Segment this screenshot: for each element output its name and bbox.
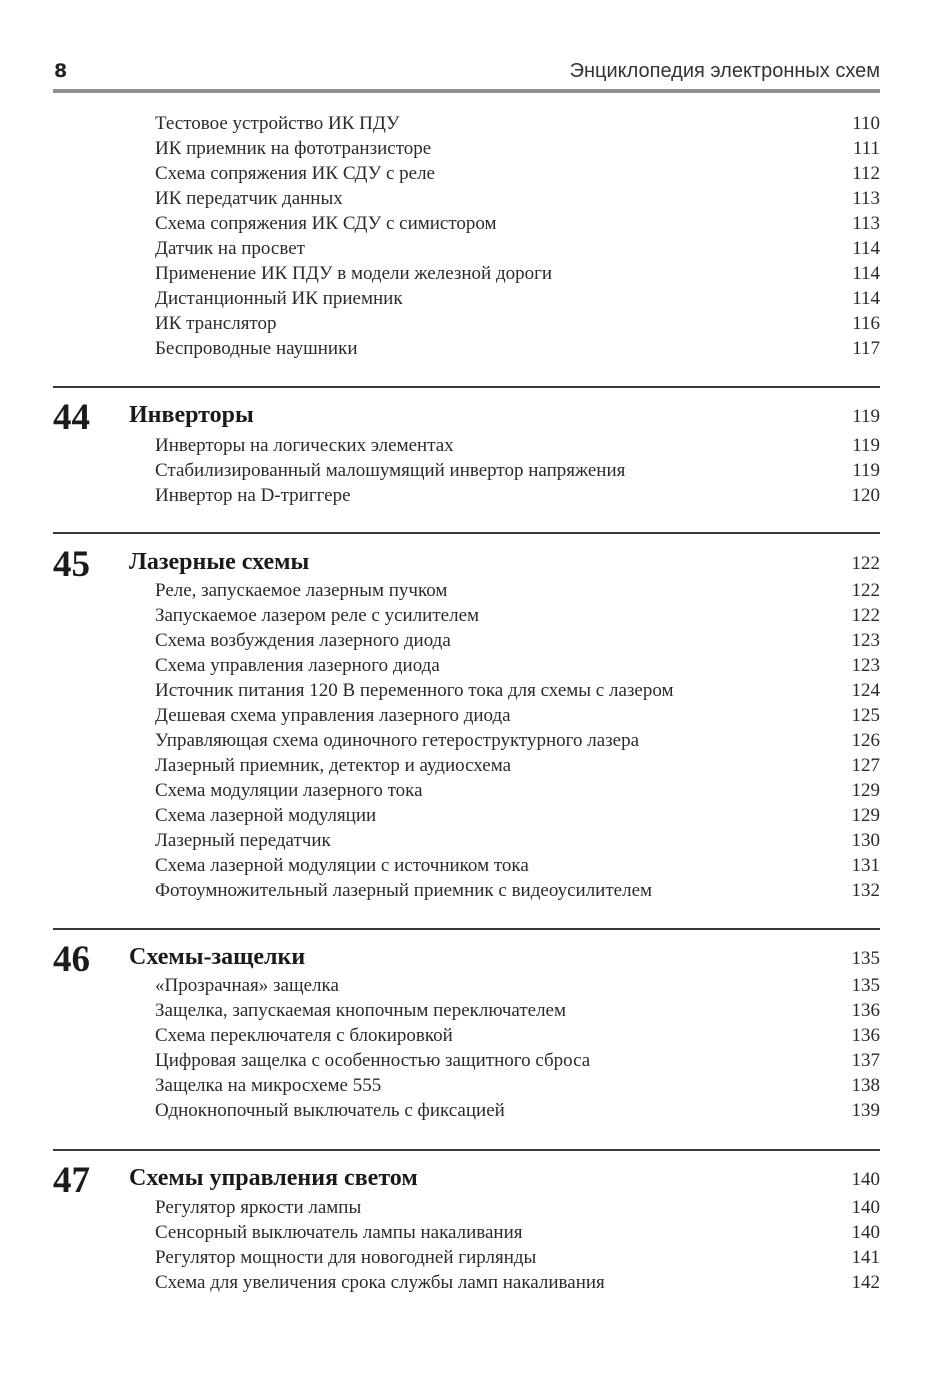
toc-entry [155,1270,880,1295]
header-rule [53,89,880,93]
toc-entry-page: 137 [851,1050,880,1071]
toc-entry-page: 129 [851,805,880,826]
toc-entry [155,1195,880,1220]
toc-entry [155,1048,880,1073]
toc-entry [155,186,880,211]
toc-entry-page: 141 [851,1247,880,1268]
toc-entry [155,853,880,878]
toc-entry-title: Схема для увеличения срока службы ламп накаливания [155,1272,605,1293]
page-number: 8 [54,60,68,82]
chapter-page: 140 [851,1169,880,1190]
chapter-title: Инверторы [129,402,254,428]
toc-entry [155,628,880,653]
toc-entry-page: 125 [851,705,880,726]
chapter-number: 46 [53,939,90,980]
toc-entry-page: 122 [851,580,880,601]
toc-entry-page: 140 [851,1222,880,1243]
chapter-page: 135 [851,948,880,969]
toc-entry-page: 116 [852,313,880,334]
chapter-title: Схемы управления светом [129,1165,418,1191]
toc-entry-page: 111 [852,138,880,159]
toc-entry-title: Датчик на просвет [155,238,305,259]
toc-entry [155,1023,880,1048]
toc-entry-title: Схема модуляции лазерного тока [155,780,423,801]
toc-entry-title: Защелка, запускаемая кнопочным переключателем [155,1000,567,1021]
chapter-title: Лазерные схемы [129,549,310,575]
toc-entry-title: Применение ИК ПДУ в модели железной дороги [155,263,553,284]
chapter-title: Схемы-защелки [129,944,306,970]
toc-entry-title: ИК передатчик данных [155,188,343,209]
toc-entry [155,703,880,728]
toc-entry-title: «Прозрачная» защелка [155,975,339,996]
toc-entry [155,803,880,828]
toc-entry-page: 123 [851,655,880,676]
toc-entry [155,111,880,136]
toc-entry-page: 132 [851,880,880,901]
toc-entry-title: Беспроводные наушники [155,338,358,359]
chapter-divider [53,386,880,388]
toc-entry-page: 122 [851,605,880,626]
toc-entry-title: Лазерный передатчик [155,830,331,851]
toc-entry [155,1073,880,1098]
toc-entry [155,778,880,803]
toc-entry [155,753,880,778]
toc-entry-page: 113 [852,188,880,209]
chapter-divider [53,1149,880,1151]
toc-entry [155,728,880,753]
toc-entry [155,311,880,336]
toc-entry-title: Управляющая схема одиночного гетероструктурного лазера [155,730,640,751]
toc-entry-page: 139 [851,1100,880,1121]
toc-entry-title: Схема возбуждения лазерного диода [155,630,451,651]
toc-entry-title: Дистанционный ИК приемник [155,288,403,309]
toc-entry [155,211,880,236]
toc-entry-title: Схема сопряжения ИК СДУ с реле [155,163,435,184]
toc-entry [155,483,880,508]
toc-entry-page: 130 [851,830,880,851]
chapter-number: 45 [53,544,90,585]
toc-entry [155,286,880,311]
toc-entry-title: Цифровая защелка с особенностью защитного сброса [155,1050,591,1071]
toc-entry [155,603,880,628]
toc-entry-page: 126 [851,730,880,751]
chapter-number: 47 [53,1160,90,1201]
toc-entry-title: Схема переключателя с блокировкой [155,1025,453,1046]
toc-entry-title: Инверторы на логических элементах [155,435,454,456]
toc-entry-title: Тестовое устройство ИК ПДУ [155,113,400,134]
toc-entry [155,136,880,161]
chapter-page: 122 [851,553,880,574]
toc-entry [155,1245,880,1270]
toc-entry-page: 129 [851,780,880,801]
toc-entry [155,1220,880,1245]
page-header [54,60,880,86]
toc-entry-title: Однокнопочный выключатель с фиксацией [155,1100,505,1121]
toc-entry-page: 110 [852,113,880,134]
toc-entry-page: 114 [852,238,880,259]
toc-entry-title: Стабилизированный малошумящий инвертор напряжения [155,460,626,481]
toc-entry [155,1098,880,1123]
toc-entry-page: 135 [851,975,880,996]
toc-entry [155,578,880,603]
toc-entry [155,261,880,286]
toc-entry-title: Схема управления лазерного диода [155,655,440,676]
toc-entry [155,653,880,678]
toc-entry-title: Инвертор на D-триггере [155,485,351,506]
toc-entry-page: 119 [852,435,880,456]
toc-entry [155,678,880,703]
toc-entry-title: Схема сопряжения ИК СДУ с симистором [155,213,497,234]
toc-entry-page: 114 [852,288,880,309]
toc-entry-title: ИК транслятор [155,313,277,334]
toc-entry-page: 114 [852,263,880,284]
toc-entry-title: Лазерный приемник, детектор и аудиосхема [155,755,512,776]
toc-entry [155,828,880,853]
toc-entry [155,878,880,903]
chapter-page: 119 [852,406,880,427]
toc-entry-title: Дешевая схема управления лазерного диода [155,705,511,726]
toc-entry-title: Источник питания 120 В переменного тока для схемы с лазером [155,680,674,701]
toc-entry-title: Схема лазерной модуляции с источником тока [155,855,529,876]
toc-entry-page: 123 [851,630,880,651]
toc-entry-title: Реле, запускаемое лазерным пучком [155,580,448,601]
toc-entry-page: 142 [851,1272,880,1293]
toc-entry-page: 124 [851,680,880,701]
toc-entry-page: 117 [852,338,880,359]
toc-entry-page: 120 [851,485,880,506]
toc-entry-title: Регулятор мощности для новогодней гирлянды [155,1247,537,1268]
chapter-divider [53,928,880,930]
toc-entry-title: Схема лазерной модуляции [155,805,377,826]
toc-entry-title: Фотоумножительный лазерный приемник с видеоусилителем [155,880,653,901]
chapter-divider [53,532,880,534]
toc-entry [155,161,880,186]
toc-entry-page: 140 [851,1197,880,1218]
toc-entry-page: 131 [851,855,880,876]
toc-entry-page: 112 [852,163,880,184]
toc-entry-page: 113 [852,213,880,234]
toc-entry-page: 127 [851,755,880,776]
chapter-number: 44 [53,397,90,438]
toc-entry [155,433,880,458]
toc-entry-page: 136 [851,1025,880,1046]
toc-entry [155,336,880,361]
toc-entry [155,236,880,261]
chapter-heading [53,398,880,438]
toc-entry [155,458,880,483]
toc-entry-title: Защелка на микросхеме 555 [155,1075,382,1096]
toc-entry-title: Запускаемое лазером реле с усилителем [155,605,480,626]
toc-entry-page: 119 [852,460,880,481]
toc-entry [155,998,880,1023]
toc-entry-page: 136 [851,1000,880,1021]
toc-entry-title: ИК приемник на фототранзисторе [155,138,432,159]
toc-entry-page: 138 [851,1075,880,1096]
toc-entry-title: Сенсорный выключатель лампы накаливания [155,1222,523,1243]
toc-entry [155,973,880,998]
toc-entry-title: Регулятор яркости лампы [155,1197,362,1218]
book-title: Энциклопедия электронных схем [569,60,880,82]
